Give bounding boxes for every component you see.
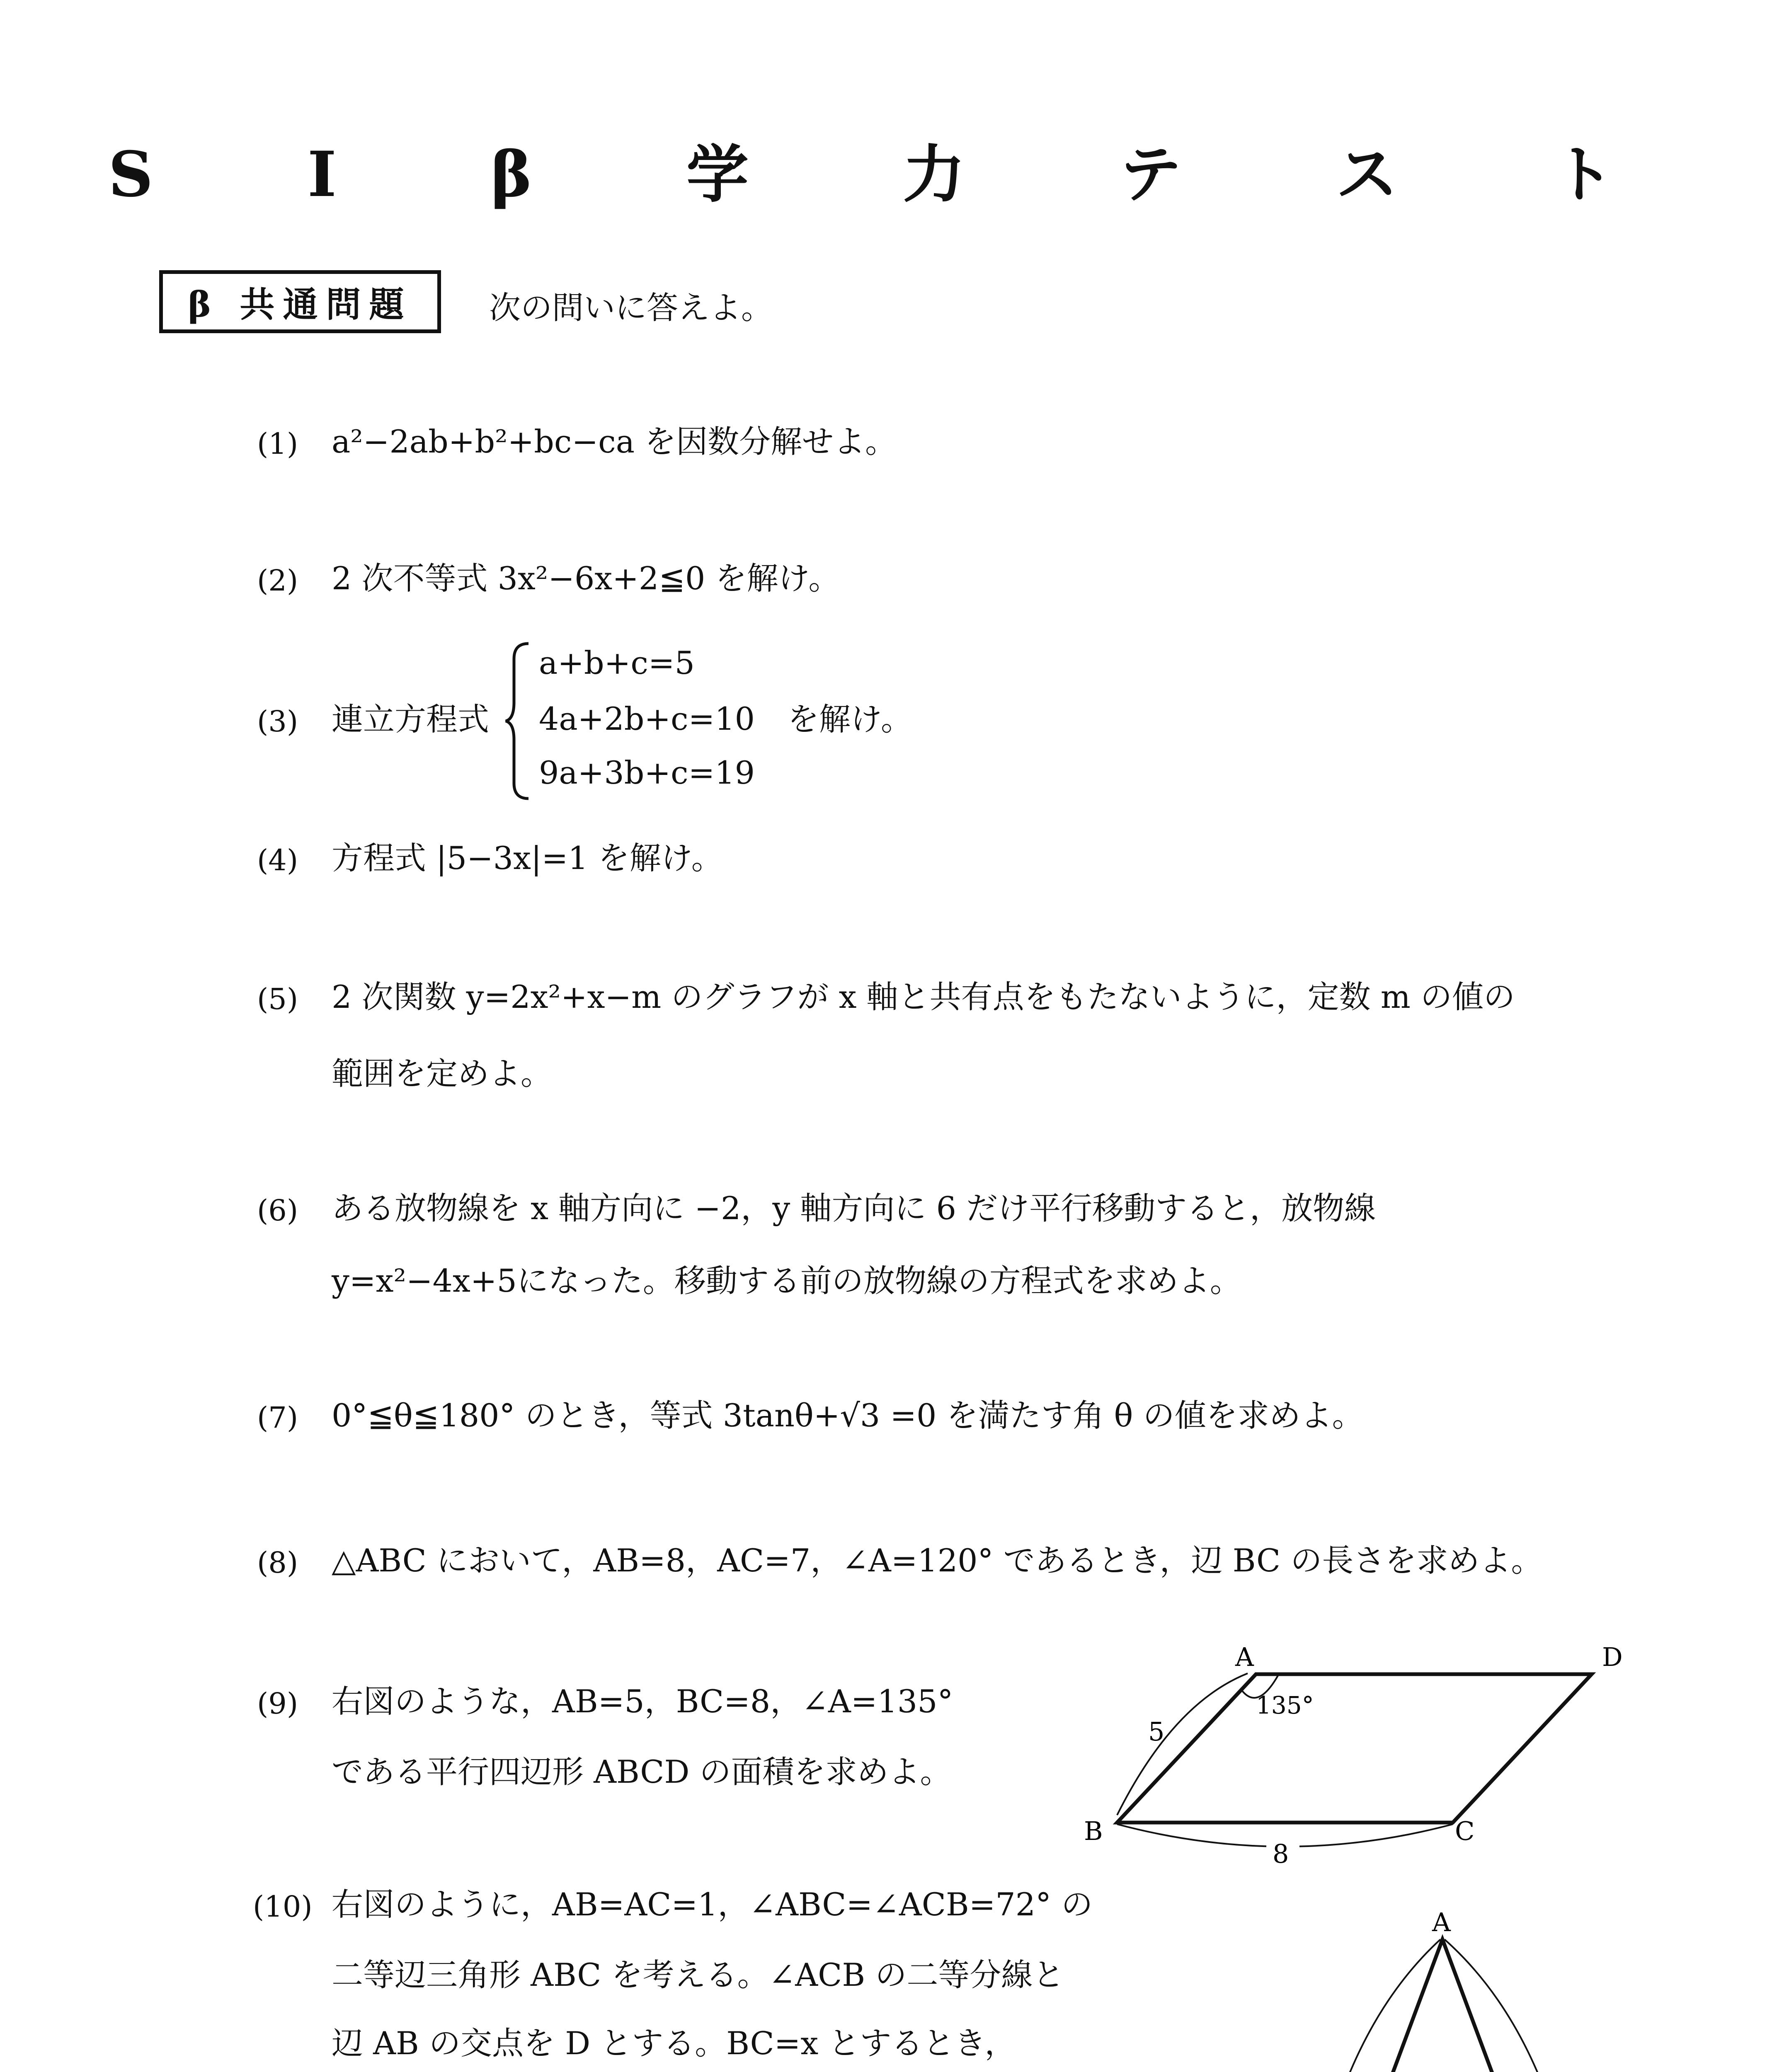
question-8-text: △ABC において，AB=8，AC=7，∠A=120° であるとき，辺 BC の長さを求めよ。 <box>332 1542 1543 1579</box>
question-10-line-1: 右図のように，AB=AC=1，∠ABC=∠ACB=72° の <box>332 1886 1093 1923</box>
question-5-line-1: 2 次関数 y=2x²+x−m のグラフが x 軸と共有点をもたないように，定数 m の値の <box>332 978 1515 1015</box>
question-5-line-2: 範囲を定めよ。 <box>332 1055 552 1092</box>
parallelogram-shape <box>1117 1674 1592 1823</box>
question-9-line-2: である平行四辺形 ABCD の面積を求めよ。 <box>332 1753 952 1790</box>
question-4-number: (4) <box>257 843 298 877</box>
system-equation-1: a+b+c=5 <box>539 644 695 681</box>
side-bc-label: 8 <box>1273 1839 1289 1869</box>
question-8-number: (8) <box>257 1546 298 1580</box>
question-9-number: (9) <box>257 1687 298 1721</box>
vertex-d-label: D <box>1602 1642 1623 1672</box>
question-7-text: 0°≦θ≦180° のとき，等式 3tanθ+√3 =0 を満たす角 θ の値を求めよ。 <box>332 1397 1364 1434</box>
question-6-line-1: ある放物線を x 軸方向に −2，y 軸方向に 6 だけ平行移動すると，放物線 <box>332 1190 1376 1227</box>
question-7-number: (7) <box>257 1401 298 1435</box>
question-1-text: a²−2ab+b²+bc−ca を因数分解せよ。 <box>332 423 897 460</box>
vertex-a-label: A <box>1235 1642 1254 1672</box>
vertex-b-label: B <box>1084 1816 1103 1846</box>
vertex-a-label: A <box>1432 1907 1451 1937</box>
question-3-prefix: 連立方程式 <box>332 701 489 738</box>
side-ab-label: 5 <box>1148 1716 1165 1747</box>
triangle-figure <box>1264 1898 1637 2072</box>
system-equation-2: 4a+2b+c=10 <box>539 700 755 737</box>
system-equation-3: 9a+3b+c=19 <box>539 754 755 791</box>
side-ab-arc <box>1117 1673 1248 1815</box>
triangle-shape <box>1297 1939 1588 2072</box>
question-9-line-1: 右図のような，AB=5，BC=8，∠A=135° <box>332 1683 953 1720</box>
question-1-number: (1) <box>257 427 298 461</box>
section-badge: β 共通問題 <box>159 270 441 333</box>
question-2-text: 2 次不等式 3x²−6x+2≦0 を解け。 <box>332 560 840 597</box>
system-brace <box>504 640 533 802</box>
vertex-c-label: C <box>1455 1816 1475 1846</box>
question-10-number: (10) <box>253 1890 313 1924</box>
page-title: S I β 学 力 テ ス ト <box>108 138 1681 211</box>
question-4-text: 方程式 |5−3x|=1 を解け。 <box>332 840 723 876</box>
angle-a-label: 135° <box>1256 1691 1314 1719</box>
parallelogram-figure <box>1078 1633 1658 1873</box>
question-3-number: (3) <box>257 704 298 738</box>
question-6-line-2: y=x²−4x+5になった。移動する前の放物線の方程式を求めよ。 <box>332 1262 1241 1299</box>
question-2-number: (2) <box>257 564 298 598</box>
question-10-line-3: 辺 AB の交点を D とする。BC=x とするとき， <box>332 2025 1016 2062</box>
question-5-number: (5) <box>257 982 298 1016</box>
section-instruction: 次の問いに答えよ。 <box>489 289 773 326</box>
question-10-line-2: 二等辺三角形 ABC を考える。∠ACB の二等分線と <box>332 1956 1064 1993</box>
question-6-number: (6) <box>257 1193 298 1227</box>
question-3-suffix: を解け。 <box>788 701 912 738</box>
